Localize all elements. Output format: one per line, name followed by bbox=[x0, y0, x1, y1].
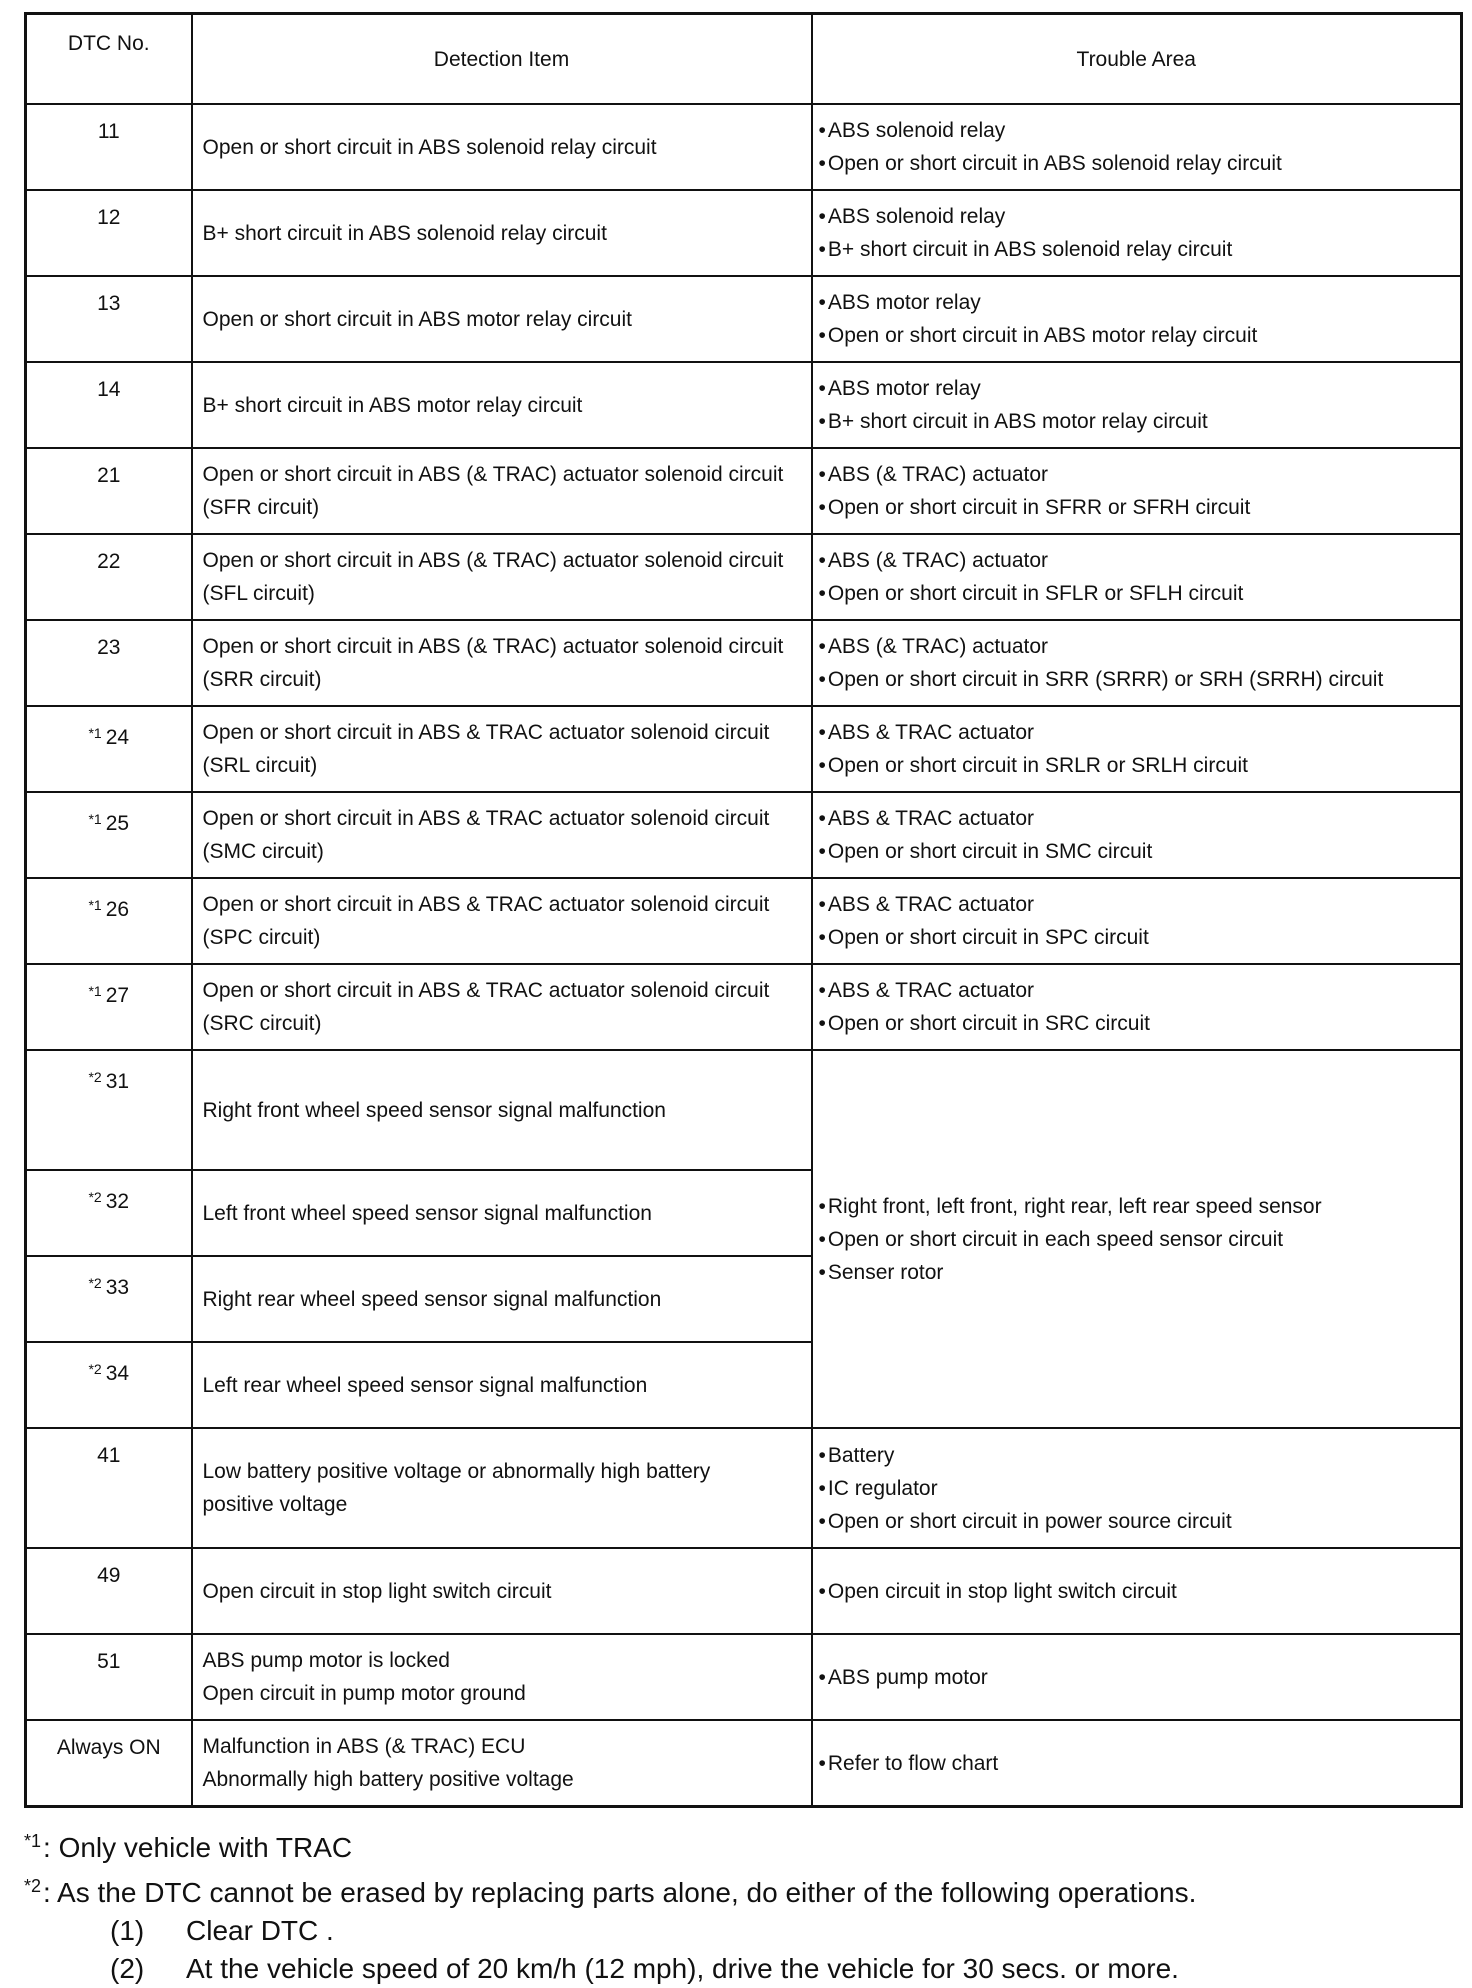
trouble-area-cell bbox=[812, 1720, 1462, 1807]
dtc-code: 23 bbox=[97, 636, 121, 659]
trouble-area-item: • ABS solenoid relay bbox=[819, 200, 1461, 233]
detection-item-cell bbox=[192, 1634, 812, 1720]
table-row bbox=[26, 190, 1462, 276]
trouble-area-item: • Open or short circuit in SRR (SRRR) or SRH (SRRH) circuit bbox=[819, 663, 1461, 696]
dtc-footnote-mark: *1 bbox=[88, 983, 102, 999]
dtc-code: 31 bbox=[105, 1070, 130, 1093]
detection-item-line: Right rear wheel speed sensor signal malfunction bbox=[202, 1287, 662, 1311]
step-number: (1) bbox=[110, 1915, 145, 1946]
table-row bbox=[26, 706, 1462, 792]
trouble-area-item: • ABS & TRAC actuator bbox=[819, 974, 1461, 1007]
detection-item-cell bbox=[192, 1050, 812, 1170]
detection-item-line: Open or short circuit in ABS & TRAC actuator solenoid circuit bbox=[202, 721, 770, 744]
dtc-number-cell bbox=[26, 878, 192, 964]
detection-item-cell bbox=[192, 878, 812, 964]
detection-item-line: Open or short circuit in ABS solenoid relay circuit bbox=[202, 135, 657, 159]
trouble-area-cell bbox=[812, 706, 1462, 792]
trouble-area-item: • Open or short circuit in ABS motor relay circuit bbox=[819, 319, 1461, 352]
trouble-area-cell bbox=[812, 534, 1462, 620]
trouble-area-item: • IC regulator bbox=[819, 1472, 1461, 1505]
detection-item-line: (SRR circuit) bbox=[202, 668, 322, 691]
dtc-number-cell bbox=[26, 1720, 192, 1807]
detection-item-line: (SFR circuit) bbox=[202, 496, 320, 519]
detection-item-line: Open or short circuit in ABS & TRAC actuator solenoid circuit bbox=[202, 807, 770, 830]
trouble-area-item: • Open or short circuit in SMC circuit bbox=[819, 835, 1461, 868]
detection-item-line: (SRL circuit) bbox=[202, 754, 318, 777]
trouble-area-item: • Open or short circuit in SPC circuit bbox=[819, 921, 1461, 954]
dtc-number-cell bbox=[26, 534, 192, 620]
detection-item-line: Open or short circuit in ABS (& TRAC) actuator solenoid circuit bbox=[202, 463, 784, 486]
trouble-area-item: • Right front, left front, right rear, left rear speed sensor bbox=[819, 1190, 1461, 1223]
trouble-area-cell bbox=[812, 104, 1462, 190]
detection-item-line: Open or short circuit in ABS & TRAC actuator solenoid circuit bbox=[202, 893, 770, 916]
detection-item-line: ABS pump motor is locked bbox=[202, 1649, 450, 1672]
detection-item-cell bbox=[192, 706, 812, 792]
trouble-area-item: • Senser rotor bbox=[819, 1256, 1461, 1289]
detection-item-line: (SRC circuit) bbox=[202, 1012, 322, 1035]
dtc-code: 24 bbox=[105, 726, 130, 749]
header-dtc-no: DTC No. bbox=[26, 14, 192, 105]
dtc-footnote-mark: *1 bbox=[88, 897, 102, 913]
dtc-number-cell bbox=[26, 276, 192, 362]
trouble-area-item: • ABS (& TRAC) actuator bbox=[819, 458, 1461, 491]
dtc-code: 41 bbox=[97, 1444, 121, 1467]
footnote-2-mark: *2 bbox=[24, 1876, 42, 1896]
detection-item-line: (SMC circuit) bbox=[202, 840, 324, 863]
dtc-number-cell bbox=[26, 448, 192, 534]
detection-item-line: Open or short circuit in ABS motor relay circuit bbox=[202, 307, 632, 331]
header-trouble-area: Trouble Area bbox=[812, 14, 1462, 105]
dtc-number-cell bbox=[26, 1050, 192, 1170]
table-row bbox=[26, 276, 1462, 362]
trouble-area-item: • ABS pump motor bbox=[819, 1661, 1461, 1694]
dtc-number-cell bbox=[26, 1170, 192, 1256]
trouble-area-item: • B+ short circuit in ABS motor relay circuit bbox=[819, 405, 1461, 438]
footnote-1 bbox=[24, 1822, 1460, 1867]
detection-item-line: Malfunction in ABS (& TRAC) ECU bbox=[202, 1735, 526, 1758]
header-detection-item: Detection Item bbox=[192, 14, 812, 105]
table-row bbox=[26, 362, 1462, 448]
dtc-code: 33 bbox=[105, 1276, 130, 1299]
detection-item-line: Open circuit in stop light switch circuit bbox=[202, 1579, 552, 1603]
step-text: At the vehicle speed of 20 km/h (12 mph), drive the vehicle for 30 secs. or more. bbox=[186, 1953, 1179, 1984]
table-row bbox=[26, 104, 1462, 190]
table-row bbox=[26, 1720, 1462, 1807]
dtc-table bbox=[24, 12, 1463, 1808]
detection-item-cell bbox=[192, 1342, 812, 1428]
dtc-code: 51 bbox=[97, 1650, 121, 1673]
detection-item-line: Open or short circuit in ABS (& TRAC) actuator solenoid circuit bbox=[202, 635, 784, 658]
table-row bbox=[26, 792, 1462, 878]
trouble-area-cell bbox=[812, 964, 1462, 1050]
detection-item-line: Low battery positive voltage or abnormally high battery bbox=[202, 1460, 711, 1483]
detection-item-line: Open or short circuit in ABS (& TRAC) actuator solenoid circuit bbox=[202, 549, 784, 572]
trouble-area-cell bbox=[812, 190, 1462, 276]
footnote-2 bbox=[24, 1867, 1460, 1912]
trouble-area-item: • Battery bbox=[819, 1439, 1461, 1472]
detection-item-cell bbox=[192, 276, 812, 362]
dtc-code: 27 bbox=[105, 984, 130, 1007]
dtc-code: 49 bbox=[97, 1564, 121, 1587]
table-row bbox=[26, 1548, 1462, 1634]
table-row bbox=[26, 1634, 1462, 1720]
detection-item-line: B+ short circuit in ABS solenoid relay circuit bbox=[202, 221, 607, 245]
detection-item-cell bbox=[192, 1428, 812, 1548]
trouble-area-item: • Refer to flow chart bbox=[819, 1747, 1461, 1780]
dtc-footnote-mark: *1 bbox=[88, 811, 102, 827]
dtc-code: 12 bbox=[97, 206, 121, 229]
detection-item-cell bbox=[192, 792, 812, 878]
dtc-code: 21 bbox=[97, 464, 121, 487]
dtc-number-cell bbox=[26, 1548, 192, 1634]
detection-item-line: (SPC circuit) bbox=[202, 926, 321, 949]
trouble-area-cell bbox=[812, 1548, 1462, 1634]
dtc-code: Always ON bbox=[56, 1736, 161, 1759]
detection-item-cell bbox=[192, 1548, 812, 1634]
trouble-area-item: • Open circuit in stop light switch circuit bbox=[819, 1575, 1461, 1608]
detection-item-cell bbox=[192, 362, 812, 448]
trouble-area-item: • ABS motor relay bbox=[819, 372, 1461, 405]
trouble-area-item: • Open or short circuit in ABS solenoid relay circuit bbox=[819, 147, 1461, 180]
detection-item-cell bbox=[192, 964, 812, 1050]
dtc-code: 26 bbox=[105, 898, 130, 921]
dtc-footnote-mark: *1 bbox=[88, 725, 102, 741]
trouble-area-cell bbox=[812, 362, 1462, 448]
footnote-step-2 bbox=[24, 1950, 1460, 1988]
table-row bbox=[26, 534, 1462, 620]
trouble-area-item: • Open or short circuit in SFRR or SFRH circuit bbox=[819, 491, 1461, 524]
trouble-area-cell bbox=[812, 878, 1462, 964]
detection-item-cell bbox=[192, 448, 812, 534]
table-row bbox=[26, 620, 1462, 706]
footnote-2-text: : As the DTC cannot be erased by replacing parts alone, do either of the following operations. bbox=[43, 1877, 1197, 1908]
detection-item-line: Left rear wheel speed sensor signal malfunction bbox=[202, 1373, 648, 1397]
dtc-number-cell bbox=[26, 1428, 192, 1548]
dtc-footnote-mark: *2 bbox=[88, 1275, 102, 1291]
trouble-area-item: • ABS motor relay bbox=[819, 286, 1461, 319]
trouble-area-cell bbox=[812, 448, 1462, 534]
trouble-area-item: • ABS (& TRAC) actuator bbox=[819, 544, 1461, 577]
trouble-area-item: • Open or short circuit in each speed sensor circuit bbox=[819, 1223, 1461, 1256]
trouble-area-item: • B+ short circuit in ABS solenoid relay circuit bbox=[819, 233, 1461, 266]
dtc-number-cell bbox=[26, 792, 192, 878]
dtc-number-cell bbox=[26, 362, 192, 448]
dtc-number-cell bbox=[26, 104, 192, 190]
step-text: Clear DTC . bbox=[186, 1915, 334, 1946]
trouble-area-cell bbox=[812, 1634, 1462, 1720]
dtc-code: 32 bbox=[105, 1190, 130, 1213]
trouble-area-item: • ABS (& TRAC) actuator bbox=[819, 630, 1461, 663]
trouble-area-item: • Open or short circuit in SRLR or SRLH circuit bbox=[819, 749, 1461, 782]
trouble-area-cell bbox=[812, 620, 1462, 706]
dtc-footnote-mark: *2 bbox=[88, 1189, 102, 1205]
detection-item-cell bbox=[192, 1720, 812, 1807]
dtc-number-cell bbox=[26, 190, 192, 276]
table-row bbox=[26, 964, 1462, 1050]
dtc-footnote-mark: *2 bbox=[88, 1069, 102, 1085]
dtc-code: 34 bbox=[105, 1362, 130, 1385]
dtc-number-cell bbox=[26, 620, 192, 706]
dtc-number-cell bbox=[26, 1256, 192, 1342]
detection-item-line: (SFL circuit) bbox=[202, 582, 315, 605]
dtc-number-cell bbox=[26, 1342, 192, 1428]
dtc-code: 22 bbox=[97, 550, 121, 573]
dtc-code: 13 bbox=[97, 292, 121, 315]
detection-item-line: B+ short circuit in ABS motor relay circuit bbox=[202, 393, 583, 417]
trouble-area-item: • ABS & TRAC actuator bbox=[819, 802, 1461, 835]
dtc-code: 25 bbox=[105, 812, 130, 835]
detection-item-line: Open circuit in pump motor ground bbox=[202, 1682, 526, 1705]
table-row bbox=[26, 1428, 1462, 1548]
dtc-number-cell bbox=[26, 706, 192, 792]
detection-item-line: positive voltage bbox=[202, 1493, 348, 1516]
dtc-footnote-mark: *2 bbox=[88, 1361, 102, 1377]
dtc-number-cell bbox=[26, 964, 192, 1050]
detection-item-cell bbox=[192, 190, 812, 276]
detection-item-line: Open or short circuit in ABS & TRAC actuator solenoid circuit bbox=[202, 979, 770, 1002]
detection-item-cell bbox=[192, 1256, 812, 1342]
detection-item-line: Right front wheel speed sensor signal malfunction bbox=[202, 1098, 666, 1122]
trouble-area-item: • ABS & TRAC actuator bbox=[819, 888, 1461, 921]
detection-item-line: Left front wheel speed sensor signal malfunction bbox=[202, 1201, 652, 1225]
dtc-number-cell bbox=[26, 1634, 192, 1720]
table-body bbox=[26, 104, 1462, 1807]
trouble-area-cell bbox=[812, 1428, 1462, 1548]
document bbox=[24, 12, 1460, 1988]
detection-item-cell bbox=[192, 534, 812, 620]
detection-item-cell bbox=[192, 620, 812, 706]
dtc-code: 11 bbox=[97, 120, 120, 143]
trouble-area-item: • ABS & TRAC actuator bbox=[819, 716, 1461, 749]
table-row bbox=[26, 878, 1462, 964]
detection-item-cell bbox=[192, 104, 812, 190]
trouble-area-item: • Open or short circuit in power source circuit bbox=[819, 1505, 1461, 1538]
trouble-area-item: • ABS solenoid relay bbox=[819, 114, 1461, 147]
trouble-area-item: • Open or short circuit in SRC circuit bbox=[819, 1007, 1461, 1040]
footnotes bbox=[24, 1822, 1460, 1988]
trouble-area-cell bbox=[812, 792, 1462, 878]
table-row bbox=[26, 448, 1462, 534]
table-header-row bbox=[26, 14, 1462, 105]
dtc-code: 14 bbox=[97, 378, 121, 401]
trouble-area-cell bbox=[812, 1050, 1462, 1428]
step-number: (2) bbox=[110, 1953, 145, 1984]
detection-item-cell bbox=[192, 1170, 812, 1256]
detection-item-line: Abnormally high battery positive voltage bbox=[202, 1768, 574, 1791]
footnote-1-text: : Only vehicle with TRAC bbox=[43, 1832, 353, 1863]
footnote-step-1 bbox=[24, 1912, 1460, 1950]
trouble-area-cell bbox=[812, 276, 1462, 362]
trouble-area-item: • Open or short circuit in SFLR or SFLH circuit bbox=[819, 577, 1461, 610]
footnote-1-mark: *1 bbox=[24, 1831, 42, 1851]
table-row bbox=[26, 1050, 1462, 1170]
